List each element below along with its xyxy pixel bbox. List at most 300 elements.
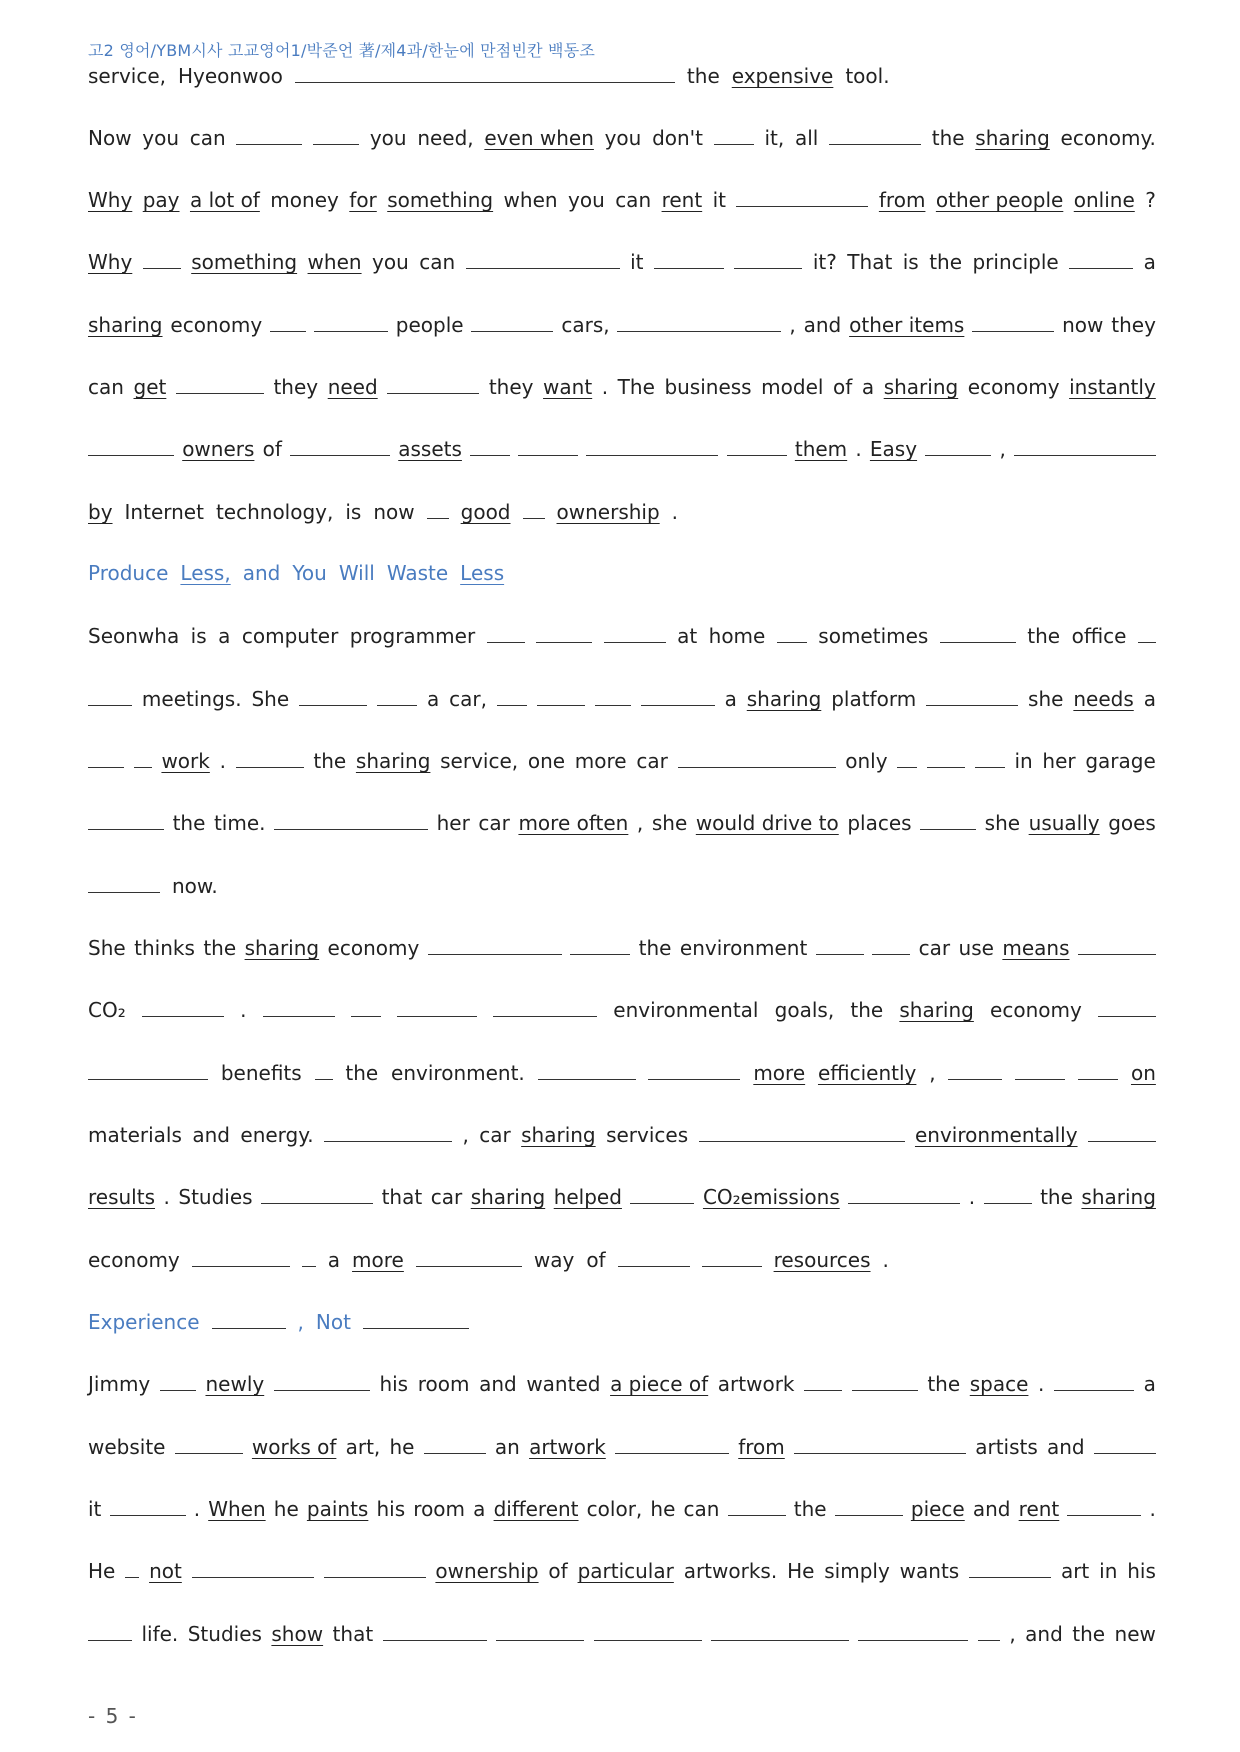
word: you xyxy=(604,126,642,150)
fill-in-blank[interactable] xyxy=(236,122,302,145)
word: , xyxy=(462,1123,469,1147)
fill-in-blank[interactable] xyxy=(142,994,224,1017)
fill-in-blank[interactable] xyxy=(1088,1119,1156,1142)
fill-in-blank[interactable] xyxy=(274,1368,370,1391)
word: can xyxy=(88,375,124,399)
fill-in-blank[interactable] xyxy=(702,1244,762,1267)
underlined-word: Why xyxy=(88,188,133,212)
underlined-word: something xyxy=(191,250,298,274)
word: a xyxy=(724,687,737,711)
fill-in-blank[interactable] xyxy=(978,1618,1000,1641)
word: the xyxy=(203,936,237,960)
underlined-word: different xyxy=(493,1497,579,1521)
fill-in-blank[interactable] xyxy=(848,1181,960,1204)
word: art xyxy=(1060,1559,1090,1583)
fill-in-blank[interactable] xyxy=(314,309,388,332)
worksheet-line xyxy=(88,1181,1156,1211)
worksheet-line xyxy=(88,60,1156,90)
fill-in-blank[interactable] xyxy=(1054,1368,1134,1391)
fill-in-blank[interactable] xyxy=(984,1181,1032,1204)
underlined-word: need xyxy=(327,375,378,399)
word: car xyxy=(479,1123,511,1147)
fill-in-blank[interactable] xyxy=(324,1555,426,1578)
word: economy xyxy=(327,936,420,960)
fill-in-blank[interactable] xyxy=(948,1057,1002,1080)
word: , xyxy=(789,313,796,337)
underlined-word: sharing xyxy=(746,687,822,711)
underlined-word: pay xyxy=(142,188,180,212)
fill-in-blank[interactable] xyxy=(734,246,802,269)
fill-in-blank[interactable] xyxy=(88,807,164,830)
underlined-word: resources xyxy=(773,1248,871,1272)
fill-in-blank[interactable] xyxy=(926,683,1018,706)
word: meetings. xyxy=(141,687,242,711)
word: it xyxy=(712,188,727,212)
underlined-word: helped xyxy=(553,1185,622,1209)
worksheet-line xyxy=(88,371,1156,401)
fill-in-blank[interactable] xyxy=(816,932,864,955)
word: economy xyxy=(88,1248,180,1272)
word: she xyxy=(984,811,1021,835)
fill-in-blank[interactable] xyxy=(538,1057,636,1080)
word: now. xyxy=(172,874,218,898)
underlined-word: sharing xyxy=(521,1123,596,1147)
fill-in-blank[interactable] xyxy=(654,246,724,269)
word: you xyxy=(372,250,409,274)
fill-in-blank[interactable] xyxy=(88,745,124,768)
fill-in-blank[interactable] xyxy=(678,745,836,768)
word: is xyxy=(345,500,362,524)
word: benefits xyxy=(220,1061,302,1085)
word: it xyxy=(88,1497,102,1521)
fill-in-blank[interactable] xyxy=(497,683,527,706)
word: technology, xyxy=(215,500,334,524)
word: . xyxy=(855,437,862,461)
section-heading xyxy=(88,558,1156,588)
fill-in-blank[interactable] xyxy=(728,1493,786,1516)
word: they xyxy=(1111,313,1156,337)
word: life. xyxy=(141,1622,179,1646)
fill-in-blank[interactable] xyxy=(302,1244,316,1267)
underlined-word: ownership xyxy=(435,1559,539,1583)
fill-in-blank[interactable] xyxy=(852,1368,918,1391)
fill-in-blank[interactable] xyxy=(975,745,1005,768)
word: one xyxy=(527,749,566,773)
word: a xyxy=(218,624,231,648)
word: way xyxy=(533,1248,575,1272)
word: , xyxy=(929,1061,936,1085)
fill-in-blank[interactable] xyxy=(471,309,553,332)
fill-in-blank[interactable] xyxy=(711,1618,849,1641)
word: wanted xyxy=(526,1372,601,1396)
fill-in-blank[interactable] xyxy=(383,1618,487,1641)
word: people xyxy=(395,313,464,337)
word: you xyxy=(142,126,180,150)
word: more xyxy=(574,749,627,773)
word: Internet xyxy=(124,500,204,524)
fill-in-blank[interactable] xyxy=(1078,932,1156,955)
word: is xyxy=(190,624,207,648)
word: color, xyxy=(586,1497,643,1521)
underlined-word: instantly xyxy=(1069,375,1156,399)
underlined-word: sharing xyxy=(899,998,974,1022)
word: it xyxy=(630,250,644,274)
fill-in-blank[interactable] xyxy=(324,1119,452,1142)
fill-in-blank[interactable] xyxy=(88,433,174,456)
underlined-word: when xyxy=(307,250,362,274)
word: thinks xyxy=(134,936,195,960)
worksheet-line xyxy=(88,1555,1156,1585)
fill-in-blank[interactable] xyxy=(290,433,390,456)
fill-in-blank[interactable] xyxy=(615,1431,729,1454)
underlined-word: get xyxy=(133,375,167,399)
fill-in-blank[interactable] xyxy=(925,433,991,456)
fill-in-blank[interactable] xyxy=(377,683,417,706)
word: you xyxy=(369,126,407,150)
word: the xyxy=(927,1372,961,1396)
fill-in-blank[interactable] xyxy=(496,1618,584,1641)
fill-in-blank[interactable] xyxy=(1067,1493,1141,1516)
fill-in-blank[interactable] xyxy=(1078,1057,1118,1080)
fill-in-blank[interactable] xyxy=(595,683,631,706)
word: a xyxy=(1143,250,1156,274)
fill-in-blank[interactable] xyxy=(835,1493,903,1516)
fill-in-blank[interactable] xyxy=(617,309,781,332)
worksheet-line xyxy=(88,184,1156,214)
word: goes xyxy=(1108,811,1156,835)
word: business xyxy=(664,375,752,399)
worksheet-line xyxy=(88,309,1156,339)
fill-in-blank[interactable] xyxy=(363,1306,469,1329)
fill-in-blank[interactable] xyxy=(536,620,592,643)
word: Produce xyxy=(88,561,169,585)
word: garage xyxy=(1085,749,1156,773)
underlined-word: expensive xyxy=(731,64,834,88)
underlined-word: sharing xyxy=(1081,1185,1156,1209)
word: and xyxy=(1025,1622,1063,1646)
fill-in-blank[interactable] xyxy=(641,683,715,706)
word: an xyxy=(494,1435,520,1459)
word: they xyxy=(488,375,534,399)
worksheet-line xyxy=(88,246,1156,276)
word: principle xyxy=(972,250,1059,274)
word: . xyxy=(882,1248,889,1272)
fill-in-blank[interactable] xyxy=(487,620,525,643)
fill-in-blank[interactable] xyxy=(397,994,477,1017)
fill-in-blank[interactable] xyxy=(470,433,510,456)
underlined-word: would drive to xyxy=(695,811,839,835)
word: Hyeonwoo xyxy=(178,64,283,88)
fill-in-blank[interactable] xyxy=(134,745,152,768)
word: goals, xyxy=(774,998,835,1022)
word: economy xyxy=(990,998,1082,1022)
fill-in-blank[interactable] xyxy=(1098,994,1156,1017)
fill-in-blank[interactable] xyxy=(88,1057,208,1080)
word: website xyxy=(88,1435,166,1459)
fill-in-blank[interactable] xyxy=(466,246,620,269)
fill-in-blank[interactable] xyxy=(125,1555,139,1578)
worksheet-line xyxy=(88,1431,1156,1461)
underlined-word: sharing xyxy=(883,375,959,399)
word: Will xyxy=(338,561,375,585)
underlined-word: Why xyxy=(88,250,133,274)
underlined-word: more xyxy=(753,1061,806,1085)
word: that xyxy=(381,1185,423,1209)
word: of xyxy=(833,375,853,399)
underlined-word: by xyxy=(88,500,113,524)
word: now xyxy=(373,500,415,524)
fill-in-blank[interactable] xyxy=(727,433,787,456)
fill-in-blank[interactable] xyxy=(88,683,132,706)
word: car xyxy=(636,749,668,773)
fill-in-blank[interactable] xyxy=(604,620,666,643)
word: new xyxy=(1114,1622,1156,1646)
underlined-word: sharing xyxy=(88,313,163,337)
word: only xyxy=(845,749,888,773)
underlined-word: sharing xyxy=(355,749,431,773)
word: the xyxy=(931,126,965,150)
fill-in-blank[interactable] xyxy=(829,122,921,145)
fill-in-blank[interactable] xyxy=(736,184,868,207)
word: a xyxy=(1143,1372,1156,1396)
word: artworks. xyxy=(683,1559,778,1583)
word: . xyxy=(968,1185,976,1209)
worksheet-line xyxy=(88,1493,1156,1523)
word: he xyxy=(273,1497,299,1521)
word: sometimes xyxy=(818,624,929,648)
fill-in-blank[interactable] xyxy=(594,1618,702,1641)
fill-in-blank[interactable] xyxy=(274,807,428,830)
fill-in-blank[interactable] xyxy=(1094,1431,1156,1454)
word: now xyxy=(1062,313,1104,337)
fill-in-blank[interactable] xyxy=(313,122,359,145)
word: He xyxy=(88,1559,116,1583)
word: car xyxy=(430,1185,463,1209)
word: The xyxy=(617,375,655,399)
word: art, xyxy=(345,1435,381,1459)
underlined-word: ownership xyxy=(556,500,660,524)
fill-in-blank[interactable] xyxy=(175,1431,243,1454)
underlined-word: not xyxy=(149,1559,182,1583)
underlined-word: sharing xyxy=(470,1185,546,1209)
underlined-word: environmentally xyxy=(914,1123,1078,1147)
word: it, xyxy=(764,126,785,150)
fill-in-blank[interactable] xyxy=(143,246,181,269)
word: of xyxy=(548,1559,568,1583)
fill-in-blank[interactable] xyxy=(1138,620,1156,643)
word: Not xyxy=(315,1310,351,1334)
fill-in-blank[interactable] xyxy=(586,433,718,456)
fill-in-blank[interactable] xyxy=(897,745,917,768)
word: economy. xyxy=(1060,126,1156,150)
page-number: - 5 - xyxy=(88,1704,138,1728)
word: a xyxy=(473,1497,486,1521)
word: Now xyxy=(88,126,132,150)
fill-in-blank[interactable] xyxy=(212,1306,286,1329)
underlined-word: a piece of xyxy=(610,1372,709,1396)
underlined-word: for xyxy=(349,188,377,212)
fill-in-blank[interactable] xyxy=(523,496,545,519)
word: wants xyxy=(899,1559,960,1583)
underlined-word: CO₂emissions xyxy=(702,1185,840,1209)
word: energy. xyxy=(240,1123,314,1147)
underlined-word: rent xyxy=(1018,1497,1060,1521)
word: She xyxy=(251,687,290,711)
word: is xyxy=(902,250,919,274)
word: it? xyxy=(812,250,837,274)
fill-in-blank[interactable] xyxy=(424,1431,486,1454)
fill-in-blank[interactable] xyxy=(428,932,562,955)
underlined-word: more xyxy=(352,1248,404,1272)
underlined-word: paints xyxy=(306,1497,369,1521)
word: the xyxy=(638,936,672,960)
worksheet-line xyxy=(88,994,1156,1024)
fill-in-blank[interactable] xyxy=(940,620,1016,643)
word: his xyxy=(1127,1559,1156,1583)
word: he xyxy=(650,1497,676,1521)
fill-in-blank[interactable] xyxy=(192,1244,290,1267)
word: economy xyxy=(967,375,1060,399)
fill-in-blank[interactable] xyxy=(160,1368,196,1391)
underlined-word: assets xyxy=(398,437,462,461)
fill-in-blank[interactable] xyxy=(192,1555,314,1578)
underlined-word: a lot of xyxy=(189,188,260,212)
underlined-word: particular xyxy=(577,1559,674,1583)
fill-in-blank[interactable] xyxy=(416,1244,522,1267)
fill-in-blank[interactable] xyxy=(920,807,976,830)
word: car, xyxy=(449,687,487,711)
word: simply xyxy=(824,1559,890,1583)
word: at xyxy=(677,624,698,648)
fill-in-blank[interactable] xyxy=(699,1119,905,1142)
fill-in-blank[interactable] xyxy=(969,1555,1051,1578)
word: service, xyxy=(440,749,519,773)
word: you xyxy=(568,188,605,212)
word: . xyxy=(240,998,247,1022)
word: she xyxy=(1028,687,1064,711)
word: room xyxy=(417,1372,470,1396)
underlined-word: other items xyxy=(849,313,965,337)
fill-in-blank[interactable] xyxy=(1069,246,1133,269)
fill-in-blank[interactable] xyxy=(493,994,597,1017)
fill-in-blank[interactable] xyxy=(714,122,754,145)
fill-in-blank[interactable] xyxy=(630,1181,694,1204)
word: money xyxy=(270,188,339,212)
fill-in-blank[interactable] xyxy=(648,1057,740,1080)
fill-in-blank[interactable] xyxy=(295,60,675,83)
fill-in-blank[interactable] xyxy=(518,433,578,456)
word: and xyxy=(479,1372,517,1396)
word: You xyxy=(292,561,327,585)
fill-in-blank[interactable] xyxy=(794,1431,966,1454)
word: Experience xyxy=(88,1310,200,1334)
word: all xyxy=(794,126,819,150)
word: CO₂ xyxy=(88,998,126,1022)
underlined-word: works of xyxy=(251,1435,337,1459)
word: when xyxy=(503,188,558,212)
fill-in-blank[interactable] xyxy=(263,994,335,1017)
fill-in-blank[interactable] xyxy=(270,309,306,332)
fill-in-blank[interactable] xyxy=(537,683,585,706)
word: materials xyxy=(88,1123,182,1147)
word: a xyxy=(1143,687,1156,711)
section-heading xyxy=(88,1306,1156,1336)
fill-in-blank[interactable] xyxy=(387,371,479,394)
fill-in-blank[interactable] xyxy=(872,932,910,955)
word: the xyxy=(172,811,206,835)
word: , xyxy=(1009,1622,1016,1646)
fill-in-blank[interactable] xyxy=(261,1181,373,1204)
fill-in-blank[interactable] xyxy=(315,1057,333,1080)
fill-in-blank[interactable] xyxy=(1015,1057,1065,1080)
fill-in-blank[interactable] xyxy=(88,870,160,893)
word: the xyxy=(1072,1622,1106,1646)
word: the xyxy=(686,64,720,88)
word: they xyxy=(273,375,319,399)
fill-in-blank[interactable] xyxy=(110,1493,186,1516)
word: cars, xyxy=(561,313,610,337)
underlined-word: sharing xyxy=(244,936,320,960)
word: environmental xyxy=(613,998,759,1022)
worksheet-line xyxy=(88,1119,1156,1149)
fill-in-blank[interactable] xyxy=(88,1618,132,1641)
word: Studies xyxy=(178,1185,253,1209)
word: and xyxy=(242,561,281,585)
underlined-word: on xyxy=(1130,1061,1156,1085)
word: need, xyxy=(417,126,474,150)
fill-in-blank[interactable] xyxy=(236,745,304,768)
underlined-word: Less xyxy=(460,561,505,585)
word: computer xyxy=(241,624,339,648)
fill-in-blank[interactable] xyxy=(618,1244,690,1267)
word: That xyxy=(847,250,893,274)
word: the xyxy=(345,1061,379,1085)
word: her xyxy=(1042,749,1076,773)
underlined-word: needs xyxy=(1073,687,1134,711)
fill-in-blank[interactable] xyxy=(972,309,1054,332)
word: . xyxy=(193,1497,201,1521)
fill-in-blank[interactable] xyxy=(804,1368,842,1391)
fill-in-blank[interactable] xyxy=(176,371,264,394)
underlined-word: them xyxy=(794,437,848,461)
word: ? xyxy=(1145,188,1156,212)
fill-in-blank[interactable] xyxy=(858,1618,968,1641)
word: , xyxy=(999,437,1006,461)
word: . xyxy=(671,500,679,524)
underlined-word: owners xyxy=(182,437,255,461)
underlined-word: even when xyxy=(484,126,594,150)
fill-in-blank[interactable] xyxy=(351,994,381,1017)
fill-in-blank[interactable] xyxy=(427,496,449,519)
fill-in-blank[interactable] xyxy=(777,620,807,643)
word: and xyxy=(1047,1435,1085,1459)
word: office xyxy=(1071,624,1127,648)
underlined-word: newly xyxy=(205,1372,265,1396)
word: and xyxy=(192,1123,230,1147)
worksheet-line xyxy=(88,122,1156,152)
underlined-word: work xyxy=(161,749,210,773)
fill-in-blank[interactable] xyxy=(570,932,630,955)
word: her xyxy=(436,811,470,835)
word: home xyxy=(708,624,766,648)
word: tool. xyxy=(845,64,890,88)
fill-in-blank[interactable] xyxy=(927,745,965,768)
fill-in-blank[interactable] xyxy=(299,683,367,706)
fill-in-blank[interactable] xyxy=(1014,433,1156,456)
word: he xyxy=(389,1435,415,1459)
word: . xyxy=(163,1185,170,1209)
underlined-word: from xyxy=(878,188,926,212)
